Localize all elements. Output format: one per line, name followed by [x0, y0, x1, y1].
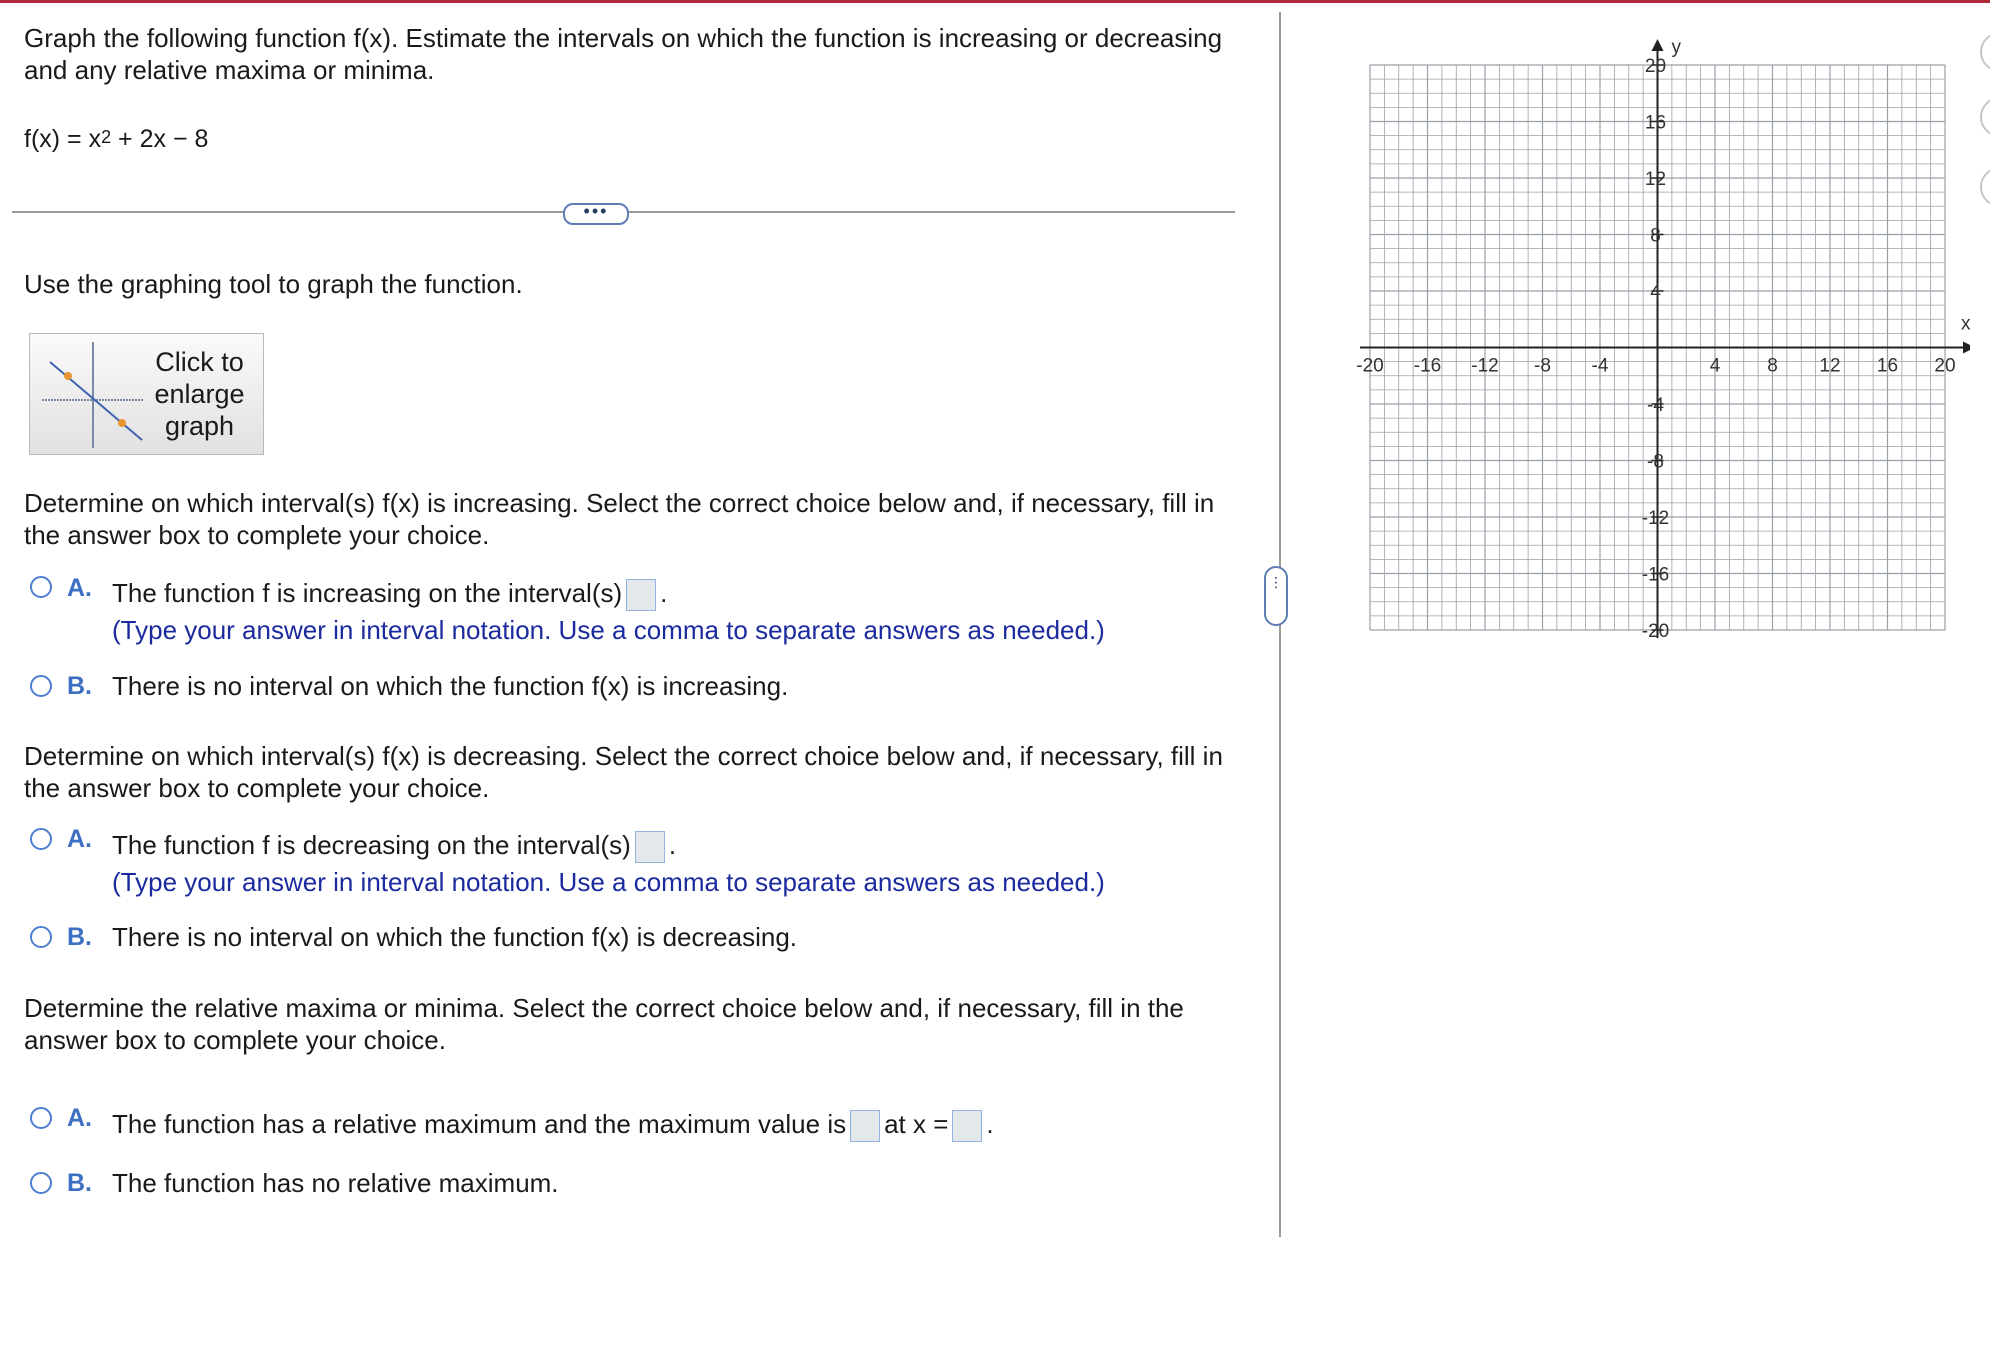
- x-tick-label: 16: [1876, 355, 1899, 377]
- decreasing-prompt-line2: the answer box to complete your choice.: [24, 773, 490, 803]
- decreasing-choice-b-letter: B.: [67, 923, 92, 951]
- decreasing-choice-a-text: The function f is decreasing on the interval(s): [112, 830, 631, 860]
- decreasing-prompt-line1: Determine on which interval(s) f(x) is decreasing. Select the correct choice below and, if necessary, fill in: [24, 741, 1223, 771]
- y-tick-label: 12: [1644, 169, 1667, 190]
- x-tick-label: 4: [1709, 355, 1721, 377]
- y-tick-label: -16: [1641, 564, 1670, 586]
- increasing-prompt-line2: the answer box to complete your choice.: [24, 520, 490, 550]
- extrema-prompt-line1: Determine the relative maxima or minima. Select the correct choice below and, if necessary, fill in the: [24, 993, 1184, 1023]
- increasing-choice-a-period: .: [660, 578, 668, 608]
- extrema-choice-b-radio[interactable]: [30, 1172, 52, 1194]
- graph-instruction: Use the graphing tool to graph the function.: [24, 269, 523, 299]
- extrema-prompt-line2: answer box to complete your choice.: [24, 1025, 446, 1055]
- question-prompt-line2: and any relative maxima or minima.: [24, 55, 435, 85]
- decreasing-choice-b-radio[interactable]: [30, 926, 52, 948]
- x-tick-label: 8: [1767, 355, 1778, 377]
- increasing-choice-b-letter: B.: [67, 672, 92, 700]
- y-tick-label: -20: [1641, 621, 1670, 640]
- y-axis-label: y: [1671, 37, 1681, 58]
- x-tick-label: -20: [1356, 355, 1384, 377]
- x-tick-label: 20: [1934, 355, 1956, 377]
- coordinate-graph[interactable]: [1340, 20, 1970, 640]
- decreasing-choice-a-hint: (Type your answer in interval notation. Use a comma to separate answers as needed.): [112, 867, 1105, 897]
- y-tick-label: 8: [1650, 225, 1661, 247]
- extrema-choice-a-radio[interactable]: [30, 1107, 52, 1129]
- function-definition: [24, 123, 208, 157]
- increasing-choice-a-hint: (Type your answer in interval notation. Use a comma to separate answers as needed.): [112, 615, 1105, 645]
- extrema-choice-a-text: The function has a relative maximum and the maximum value is: [112, 1109, 847, 1139]
- increasing-prompt-line1: Determine on which interval(s) f(x) is increasing. Select the correct choice below and, if necessary, fill in: [24, 488, 1215, 518]
- decreasing-interval-input[interactable]: [635, 831, 665, 863]
- y-tick-label: -4: [1647, 395, 1664, 416]
- increasing-choice-b-text: There is no interval on which the function f(x) is increasing.: [112, 671, 789, 701]
- panel-resize-handle[interactable]: ⋮: [1264, 566, 1288, 626]
- extrema-choice-b-text: The function has no relative maximum.: [112, 1168, 559, 1198]
- more-options-button[interactable]: •••: [563, 203, 629, 225]
- max-value-input[interactable]: [850, 1110, 880, 1142]
- extrema-choice-a-at: at x =: [884, 1109, 949, 1139]
- y-tick-label: -8: [1647, 451, 1664, 473]
- extrema-choice-b-letter: B.: [67, 1169, 92, 1197]
- side-tool-button-3[interactable]: [1980, 167, 1990, 207]
- x-tick-label: -4: [1591, 355, 1609, 377]
- function-exponent: 2: [101, 127, 112, 147]
- increasing-choice-a-letter: A.: [67, 574, 92, 602]
- increasing-choice-a-text: The function f is increasing on the interval(s): [112, 578, 623, 608]
- max-x-input[interactable]: [952, 1110, 982, 1142]
- x-tick-label: -8: [1534, 355, 1551, 377]
- y-axis-arrow: [1652, 39, 1664, 51]
- side-tool-button-2[interactable]: [1980, 97, 1990, 137]
- x-axis-arrow: [1963, 342, 1970, 354]
- enlarge-graph-label: Click to enlarge graph: [154, 347, 245, 441]
- increasing-choice-a-radio[interactable]: [30, 576, 52, 598]
- decreasing-choice-a-letter: A.: [67, 825, 92, 853]
- x-tick-label: -12: [1471, 355, 1499, 377]
- decreasing-choice-a-radio[interactable]: [30, 828, 52, 850]
- y-tick-label: 16: [1644, 112, 1667, 134]
- side-tool-button-1[interactable]: [1980, 32, 1990, 72]
- question-prompt-line1: Graph the following function f(x). Estimate the intervals on which the function is increasing or decreasing: [24, 23, 1223, 53]
- decreasing-choice-a-text-row: [112, 829, 676, 863]
- extrema-choice-a-text-row: [112, 1108, 994, 1142]
- decreasing-choice-b-text: There is no interval on which the function f(x) is decreasing.: [112, 922, 798, 952]
- x-tick-label: -16: [1413, 355, 1442, 377]
- function-rhs: + 2x − 8: [111, 125, 209, 153]
- graph-thumbnail-icon: [38, 340, 148, 450]
- x-axis-label: x: [1961, 313, 1970, 335]
- extrema-choice-a-letter: A.: [67, 1104, 92, 1132]
- y-tick-label: 20: [1644, 56, 1667, 77]
- extrema-choice-a-period: .: [986, 1109, 994, 1139]
- y-tick-label: -12: [1641, 508, 1670, 529]
- increasing-interval-input[interactable]: [626, 579, 656, 611]
- function-lhs: f(x) = x: [24, 125, 102, 153]
- increasing-choice-a-text-row: [112, 577, 667, 611]
- x-tick-label: 12: [1819, 355, 1841, 377]
- enlarge-graph-button[interactable]: [29, 333, 264, 455]
- decreasing-choice-a-period: .: [668, 830, 677, 860]
- y-tick-label: 4: [1650, 282, 1661, 303]
- increasing-choice-b-radio[interactable]: [30, 675, 52, 697]
